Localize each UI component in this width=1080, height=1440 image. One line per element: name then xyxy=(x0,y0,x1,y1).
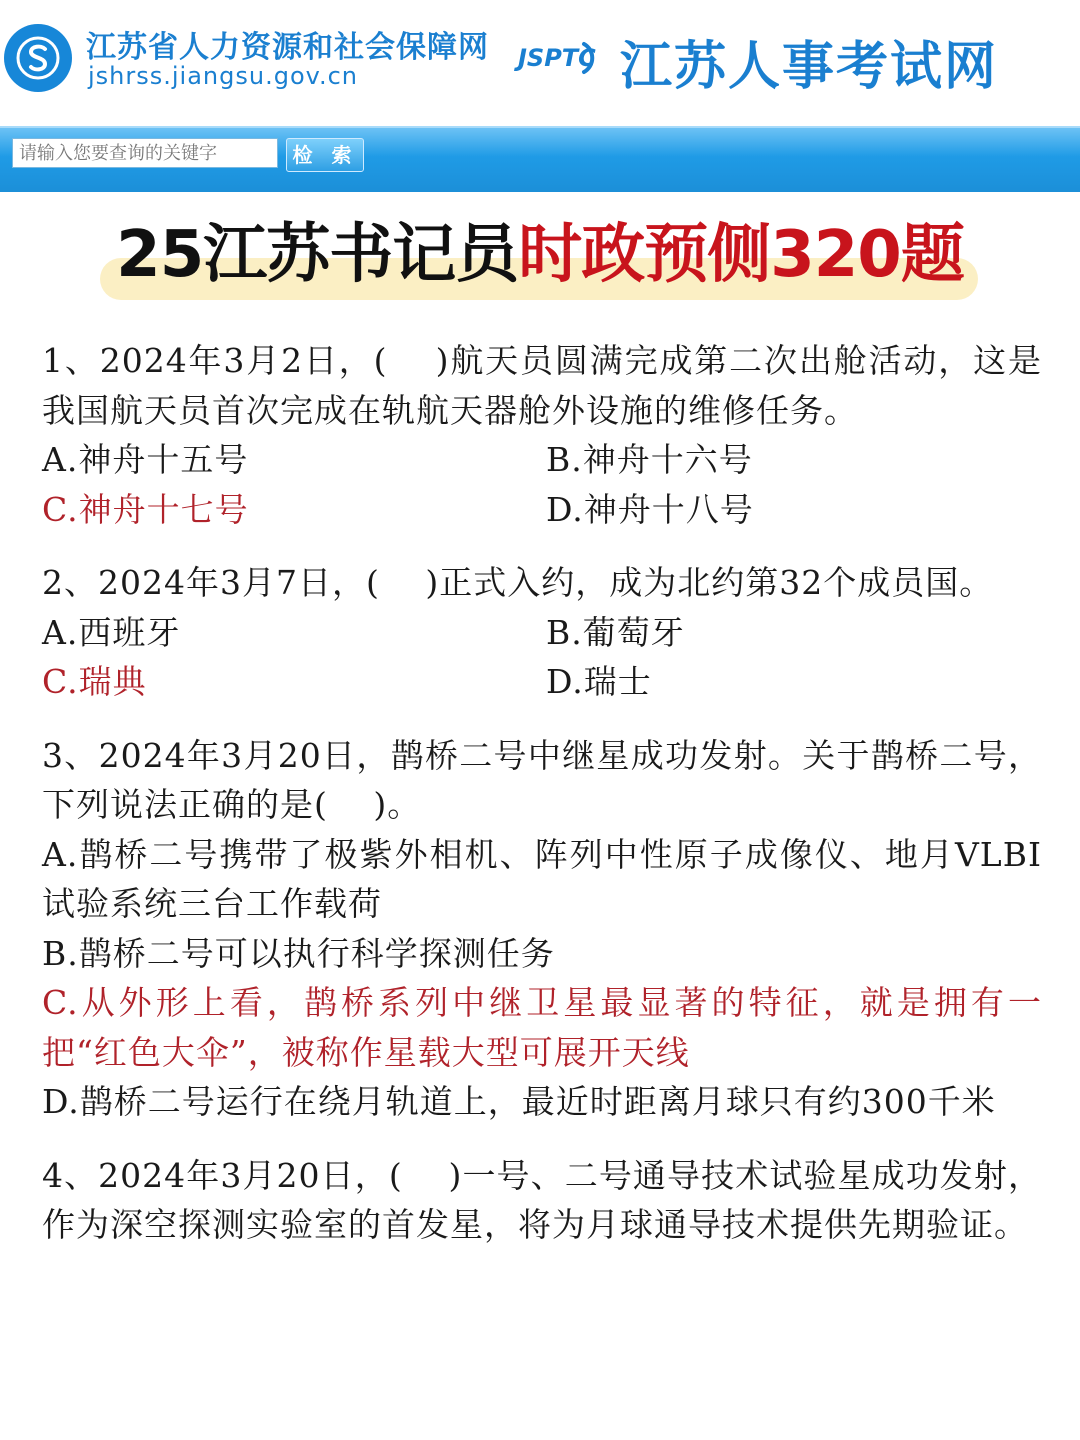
site-url[interactable]: jshrss.jiangsu.gov.cn xyxy=(88,62,359,90)
question-3 xyxy=(42,731,1042,1127)
option-a: A.西班牙 xyxy=(42,612,181,652)
option-b: B.鹊桥二号可以执行科学探测任务 xyxy=(42,933,555,973)
jsptc-arc-icon xyxy=(578,38,608,78)
option-grid xyxy=(42,435,1042,534)
option-c-answer: C.瑞典 xyxy=(42,662,147,701)
page-title-area xyxy=(0,212,1080,302)
question-stem: 2、2024年3月7日，( )正式入约，成为北约第32个成员国。 xyxy=(42,563,994,602)
option-c-answer: C.从外形上看，鹊桥系列中继卫星最显著的特征，就是拥有一把“红色大伞”，被称作星载大型可展开天线 xyxy=(42,983,1042,1072)
option-grid xyxy=(42,608,1042,707)
search-bar xyxy=(0,126,1080,192)
option-a: A.鹊桥二号携带了极紫外相机、阵列中性原子成像仪、地月VLBI试验系统三台工作载荷 xyxy=(42,834,1042,923)
jsptc-logo-text: JSPTC xyxy=(518,44,596,72)
question-2 xyxy=(42,558,1042,707)
option-a: A.神舟十五号 xyxy=(42,440,249,479)
title-part-red: 时政预侧320题 xyxy=(518,218,964,292)
question-list xyxy=(42,336,1042,1274)
title-part-black: 25江苏书记员 xyxy=(116,218,519,292)
search-button[interactable]: 检 索 xyxy=(286,138,364,172)
question-stem: 1、2024年3月2日，( )航天员圆满完成第二次出舱活动，这是我国航天员首次完成在轨航天器舱外设施的维修任务。 xyxy=(42,341,1042,430)
option-b: B.葡萄牙 xyxy=(546,612,685,652)
search-input[interactable] xyxy=(12,138,278,168)
jshrss-logo-icon[interactable] xyxy=(4,24,72,92)
site-name[interactable]: 江苏省人力资源和社会保障网 xyxy=(86,30,489,65)
option-b: B.神舟十六号 xyxy=(546,440,753,479)
question-stem: 4、2024年3月20日，( )一号、二号通导技术试验星成功发射，作为深空探测实验室的首发星，将为月球通导技术提供先期验证。 xyxy=(42,1155,1042,1244)
option-c-answer: C.神舟十七号 xyxy=(42,489,249,529)
option-d: D.神舟十八号 xyxy=(546,489,754,529)
site-header xyxy=(0,0,1080,128)
option-d: D.鹊桥二号运行在绕月轨道上，最近时距离月球只有约300千米 xyxy=(42,1082,996,1121)
question-4 xyxy=(42,1151,1042,1250)
question-1 xyxy=(42,336,1042,534)
page-title xyxy=(116,212,964,298)
exam-site-name[interactable]: 江苏人事考试网 xyxy=(620,36,999,97)
option-d: D.瑞士 xyxy=(546,662,652,701)
question-stem: 3、2024年3月20日，鹊桥二号中继星成功发射。关于鹊桥二号，下列说法正确的是( )。 xyxy=(42,735,1042,824)
